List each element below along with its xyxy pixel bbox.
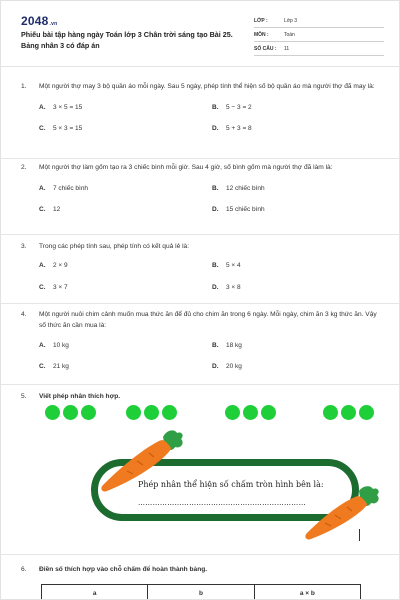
- question-2: [21, 162, 383, 227]
- question-4: [21, 309, 383, 384]
- question-5-text: [21, 391, 383, 402]
- option-text: 3 × 5 = 15: [53, 104, 83, 111]
- table-header-a: a: [42, 585, 148, 600]
- question-4-number: 4.: [21, 311, 27, 318]
- divider: [1, 234, 400, 235]
- option-2b[interactable]: [212, 185, 265, 192]
- option-letter: C.: [39, 363, 46, 370]
- green-dot: [225, 405, 240, 420]
- green-dot: [359, 405, 374, 420]
- question-5: [21, 391, 383, 402]
- table-header-row: [42, 585, 361, 600]
- question-6: [21, 564, 383, 575]
- option-text: 5 + 3 = 8: [226, 125, 252, 132]
- option-letter: A.: [39, 262, 46, 269]
- option-letter: B.: [212, 185, 219, 192]
- option-letter: D.: [212, 206, 219, 213]
- option-text: 7 chiếc bình: [53, 185, 89, 192]
- banner-answer-line: ……………………………………………………………: [138, 499, 306, 507]
- carrot-illustration: [91, 425, 381, 541]
- option-letter: B.: [212, 262, 219, 269]
- carrot-icon: [97, 427, 185, 493]
- meta-row-subject: [254, 28, 384, 42]
- green-dot: [341, 405, 356, 420]
- option-letter: D.: [212, 284, 219, 291]
- text-cursor: [359, 529, 360, 541]
- meta-label-subject: MÔN :: [254, 31, 269, 38]
- option-2a[interactable]: [39, 185, 88, 192]
- question-1-number: 1.: [21, 83, 27, 90]
- option-letter: B.: [212, 104, 219, 111]
- option-text: 10 kg: [53, 342, 69, 349]
- carrot-icon: [301, 485, 381, 541]
- green-dot: [45, 405, 60, 420]
- green-dot: [63, 405, 78, 420]
- dot-groups: [1, 405, 400, 425]
- worksheet-title: Phiếu bài tập hàng ngày Toán lớp 3 Chân trời sáng tạo Bài 25. Bảng nhân 3 có đáp án: [21, 30, 233, 50]
- option-4c[interactable]: [39, 363, 69, 370]
- table-header-b: b: [148, 585, 254, 600]
- question-3-options: [21, 257, 383, 303]
- question-6-text: [21, 564, 383, 575]
- site-logo[interactable]: [21, 14, 57, 28]
- green-dot: [144, 405, 159, 420]
- option-3d[interactable]: [212, 284, 241, 291]
- option-1a[interactable]: [39, 104, 82, 111]
- divider: [1, 303, 400, 304]
- question-1-prompt: Một người thợ may 3 bộ quần áo mỗi ngày. Sau 5 ngày, phép tính thể hiện số bộ quần áo mà người thợ đã may là:: [39, 83, 375, 90]
- option-text: 18 kg: [226, 342, 242, 349]
- option-letter: B.: [212, 342, 219, 349]
- banner-prompt: Phép nhân thể hiện số chấm tròn hình bên là:: [138, 480, 324, 489]
- option-2c[interactable]: [39, 206, 60, 213]
- question-2-options: [21, 181, 383, 227]
- divider: [1, 158, 400, 159]
- option-text: 21 kg: [53, 363, 69, 370]
- option-text: 20 kg: [226, 363, 242, 370]
- meta-row-class: [254, 14, 384, 28]
- option-text: 12 chiếc bình: [226, 185, 265, 192]
- option-letter: A.: [39, 342, 46, 349]
- meta-value-subject: Toán: [284, 31, 295, 38]
- question-1-options: [21, 100, 383, 146]
- option-letter: A.: [39, 104, 46, 111]
- question-2-text: [21, 162, 383, 173]
- question-4-options: [21, 338, 383, 384]
- option-text: 5 × 3 = 15: [53, 125, 83, 132]
- question-3-number: 3.: [21, 243, 27, 250]
- question-4-prompt: Một người nuôi chim cảnh muốn mua thức ăn để đủ cho chim ăn trong 6 ngày. Mỗi ngày, chim ăn 3 kg thức ăn. Vậy số thức ăn cần mua là:: [39, 311, 377, 329]
- option-text: 12: [53, 206, 61, 213]
- option-4b[interactable]: [212, 342, 242, 349]
- option-letter: D.: [212, 125, 219, 132]
- option-letter: C.: [39, 125, 46, 132]
- question-1-text: [21, 81, 383, 92]
- table-header-product: a × b: [254, 585, 360, 600]
- option-3c[interactable]: [39, 284, 68, 291]
- question-6-number: 6.: [21, 566, 27, 573]
- option-letter: D.: [212, 363, 219, 370]
- option-1c[interactable]: [39, 125, 82, 132]
- question-3: [21, 241, 383, 303]
- option-text: 15 chiếc bình: [226, 206, 265, 213]
- question-5-prompt: Viết phép nhân thích hợp.: [39, 393, 121, 400]
- meta-value-count: 11: [284, 45, 290, 52]
- green-dot: [323, 405, 338, 420]
- option-text: 5 × 4: [226, 262, 241, 269]
- option-letter: C.: [39, 206, 46, 213]
- question-2-prompt: Một người thợ làm gốm tạo ra 3 chiếc bình mỗi giờ. Sau 4 giờ, số bình gốm mà người thợ đã làm là:: [39, 164, 333, 171]
- option-4d[interactable]: [212, 363, 242, 370]
- question-6-prompt: Điền số thích hợp vào chỗ chấm để hoàn thành bảng.: [39, 566, 208, 573]
- meta-label-count: SỐ CÂU :: [254, 45, 277, 52]
- green-dot: [81, 405, 96, 420]
- green-dot: [243, 405, 258, 420]
- option-text: 3 × 8: [226, 284, 241, 291]
- option-3b[interactable]: [212, 262, 241, 269]
- question-1: [21, 81, 383, 146]
- option-text: 3 × 7: [53, 284, 68, 291]
- divider: [1, 384, 400, 385]
- option-2d[interactable]: [212, 206, 265, 213]
- meta-row-count: [254, 42, 384, 56]
- option-letter: A.: [39, 185, 46, 192]
- option-3a[interactable]: [39, 262, 68, 269]
- question-5-number: 5.: [21, 393, 27, 400]
- option-letter: C.: [39, 284, 46, 291]
- green-dot: [126, 405, 141, 420]
- option-text: 2 × 9: [53, 262, 68, 269]
- option-text: 5 − 3 = 2: [226, 104, 252, 111]
- worksheet-meta: [254, 14, 384, 56]
- option-4a[interactable]: [39, 342, 69, 349]
- green-dot: [162, 405, 177, 420]
- option-1b[interactable]: [212, 104, 252, 111]
- green-dot: [261, 405, 276, 420]
- logo-text: 2048: [21, 14, 49, 28]
- question-2-number: 2.: [21, 164, 27, 171]
- meta-label-class: LỚP :: [254, 17, 268, 24]
- question-3-prompt: Trong các phép tính sau, phép tính có kết quả lẻ là:: [39, 243, 190, 250]
- fill-in-table: [41, 584, 361, 600]
- divider: [1, 554, 400, 555]
- option-1d[interactable]: [212, 125, 252, 132]
- question-3-text: [21, 241, 383, 252]
- meta-value-class: Lớp 3: [284, 17, 298, 24]
- worksheet-header: [1, 1, 400, 67]
- question-4-text: [21, 309, 383, 331]
- logo-suffix: .vn: [49, 21, 58, 27]
